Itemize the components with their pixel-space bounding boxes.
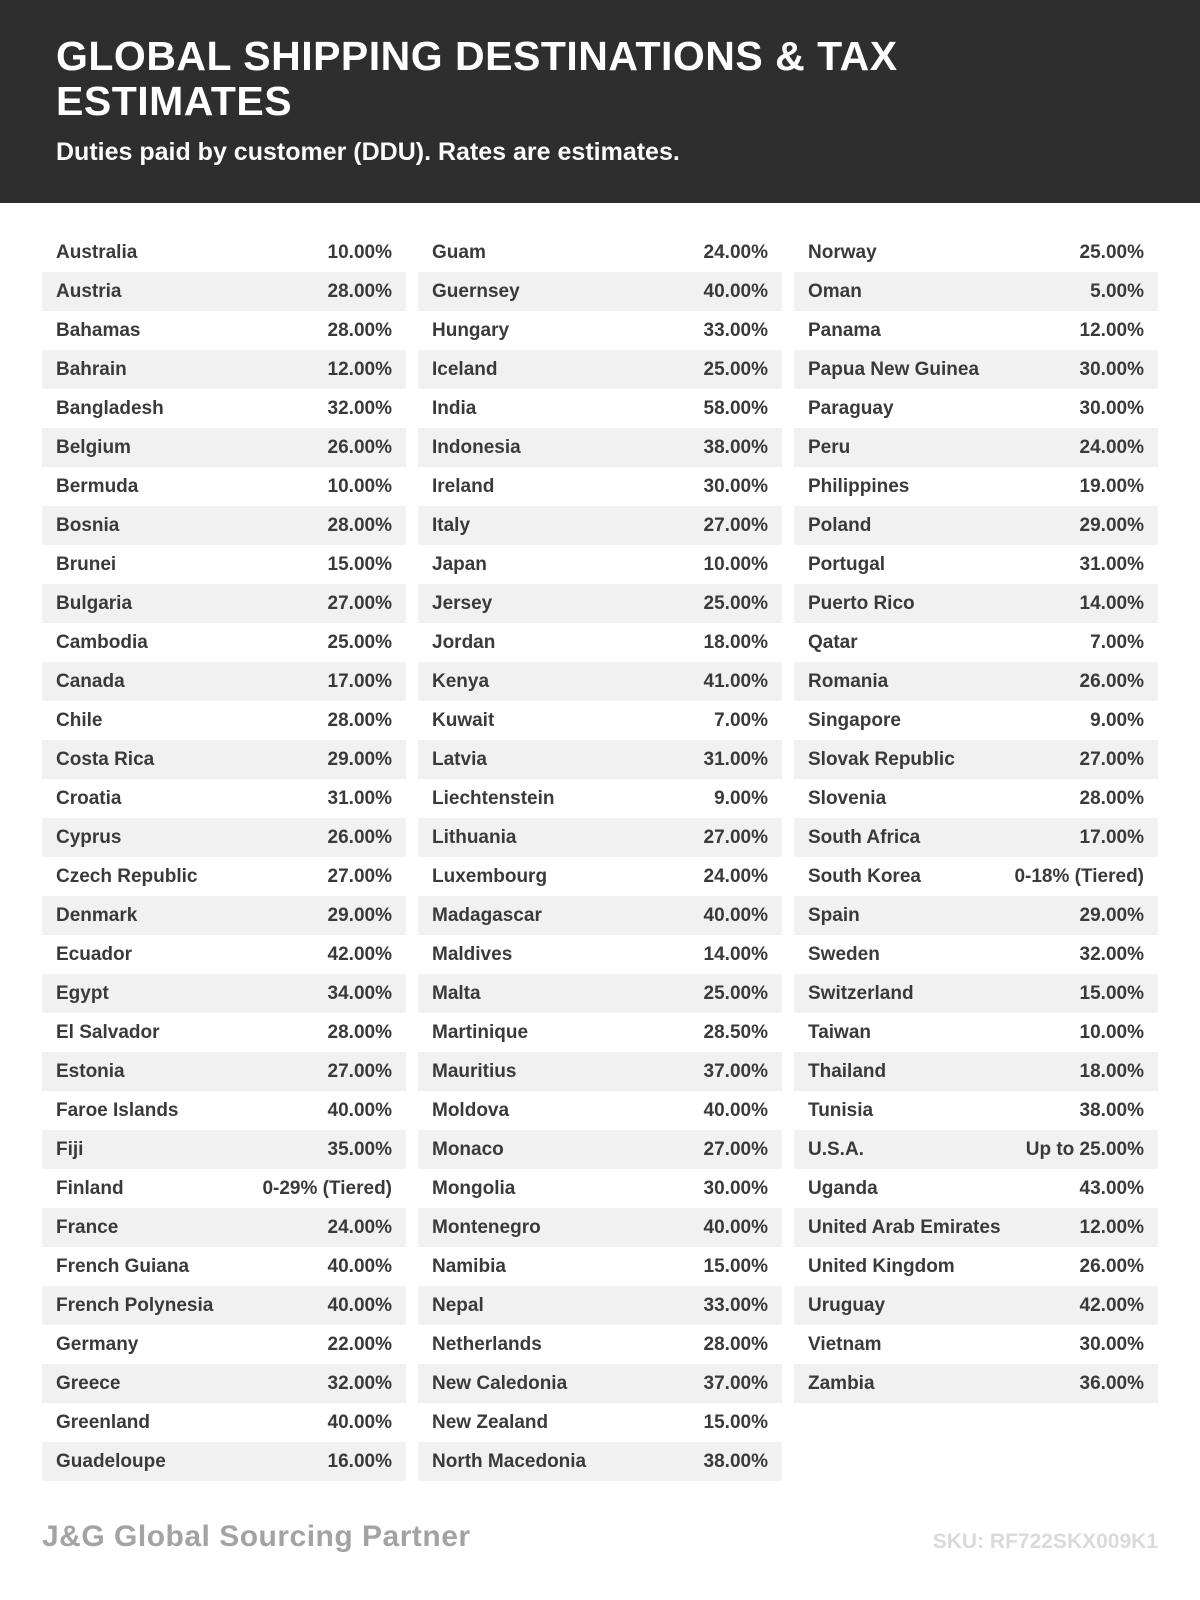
rate-value: 15.00% [327, 553, 392, 575]
country-label: Estonia [56, 1060, 125, 1082]
country-label: Monaco [432, 1138, 504, 1160]
country-label: South Korea [808, 865, 921, 887]
page-subtitle: Duties paid by customer (DDU). Rates are estimates. [56, 138, 680, 167]
table-row [42, 1364, 406, 1403]
country-label: Peru [808, 436, 851, 458]
country-label: Romania [808, 670, 889, 692]
rate-value: 40.00% [327, 1099, 392, 1121]
country-label: Oman [808, 280, 862, 302]
rate-value: 27.00% [327, 592, 392, 614]
country-label: Vietnam [808, 1333, 882, 1355]
rate-value: 17.00% [327, 670, 392, 692]
table-row [418, 1052, 782, 1091]
rate-value: 40.00% [703, 280, 768, 302]
table-row [418, 350, 782, 389]
table-row [42, 1247, 406, 1286]
table-row [418, 1013, 782, 1052]
rate-value: 27.00% [703, 826, 768, 848]
table-row [418, 1286, 782, 1325]
country-label: French Polynesia [56, 1294, 214, 1316]
country-label: Greenland [56, 1411, 150, 1433]
country-label: Latvia [432, 748, 487, 770]
table-row [42, 857, 406, 896]
country-label: Malta [432, 982, 481, 1004]
rate-value: 12.00% [327, 358, 392, 380]
rate-value: 38.00% [703, 1450, 768, 1472]
country-label: Namibia [432, 1255, 506, 1277]
country-label: Brunei [56, 553, 117, 575]
rate-value: 41.00% [703, 670, 768, 692]
country-label: France [56, 1216, 119, 1238]
country-label: Kenya [432, 670, 490, 692]
rate-value: 24.00% [703, 865, 768, 887]
rate-value: 19.00% [1079, 475, 1144, 497]
table-row [42, 1052, 406, 1091]
rate-value: 5.00% [1090, 280, 1144, 302]
table-row [418, 935, 782, 974]
table-row [418, 1169, 782, 1208]
country-label: Martinique [432, 1021, 529, 1043]
table-row [42, 428, 406, 467]
table-row [42, 1013, 406, 1052]
table-row [418, 311, 782, 350]
table-row [794, 233, 1158, 272]
table-row [42, 935, 406, 974]
table-row [794, 779, 1158, 818]
table-row [418, 1325, 782, 1364]
rate-value: 14.00% [1079, 592, 1144, 614]
country-label: Paraguay [808, 397, 894, 419]
rate-value: 28.00% [1079, 787, 1144, 809]
country-label: India [432, 397, 477, 419]
rate-value: 28.50% [703, 1021, 768, 1043]
rate-value: 34.00% [327, 982, 392, 1004]
country-label: Canada [56, 670, 125, 692]
country-label: Australia [56, 241, 138, 263]
rate-value: Up to 25.00% [1025, 1138, 1144, 1160]
rate-value: 31.00% [1079, 553, 1144, 575]
rate-value: 26.00% [1079, 670, 1144, 692]
table-row [418, 1130, 782, 1169]
country-label: Guam [432, 241, 486, 263]
country-label: New Zealand [432, 1411, 549, 1433]
country-label: Bahrain [56, 358, 127, 380]
country-label: Poland [808, 514, 872, 536]
country-label: South Africa [808, 826, 921, 848]
rate-value: 18.00% [1079, 1060, 1144, 1082]
table-row [794, 662, 1158, 701]
table-row [418, 1364, 782, 1403]
country-label: Uruguay [808, 1294, 886, 1316]
country-label: Luxembourg [432, 865, 548, 887]
page-title: GLOBAL SHIPPING DESTINATIONS & TAX ESTIMATES [56, 33, 898, 125]
rates-column-3 [794, 233, 1158, 1403]
country-label: Austria [56, 280, 122, 302]
table-row [42, 623, 406, 662]
country-label: Qatar [808, 631, 858, 653]
rate-value: 24.00% [327, 1216, 392, 1238]
rate-value: 29.00% [1079, 904, 1144, 926]
country-label: Maldives [432, 943, 513, 965]
table-row [418, 1091, 782, 1130]
table-row [42, 740, 406, 779]
table-row [794, 272, 1158, 311]
rate-value: 12.00% [1079, 319, 1144, 341]
country-label: United Kingdom [808, 1255, 955, 1277]
table-row [42, 1130, 406, 1169]
rate-value: 32.00% [327, 397, 392, 419]
rate-value: 32.00% [327, 1372, 392, 1394]
rate-value: 12.00% [1079, 1216, 1144, 1238]
rate-value: 9.00% [1090, 709, 1144, 731]
country-label: Japan [432, 553, 487, 575]
rate-value: 28.00% [327, 709, 392, 731]
table-row [794, 506, 1158, 545]
table-row [794, 584, 1158, 623]
table-row [794, 428, 1158, 467]
table-row [42, 1325, 406, 1364]
table-row [794, 1325, 1158, 1364]
table-row [42, 233, 406, 272]
country-label: Lithuania [432, 826, 517, 848]
rate-value: 31.00% [703, 748, 768, 770]
country-label: Slovenia [808, 787, 887, 809]
rate-value: 15.00% [703, 1411, 768, 1433]
table-row [418, 857, 782, 896]
country-label: Switzerland [808, 982, 914, 1004]
table-row [794, 935, 1158, 974]
table-row [418, 818, 782, 857]
country-label: Tunisia [808, 1099, 874, 1121]
country-label: Netherlands [432, 1333, 542, 1355]
rate-value: 26.00% [1079, 1255, 1144, 1277]
rate-value: 32.00% [1079, 943, 1144, 965]
table-row [794, 1130, 1158, 1169]
rate-value: 38.00% [703, 436, 768, 458]
country-label: Liechtenstein [432, 787, 555, 809]
rate-value: 27.00% [1079, 748, 1144, 770]
country-label: Finland [56, 1177, 124, 1199]
table-row [42, 467, 406, 506]
country-label: Moldova [432, 1099, 510, 1121]
country-label: Bahamas [56, 319, 141, 341]
table-row [418, 740, 782, 779]
rate-value: 7.00% [1090, 631, 1144, 653]
rate-value: 18.00% [703, 631, 768, 653]
rates-column-1 [42, 233, 406, 1481]
header [0, 0, 1200, 203]
table-row [794, 467, 1158, 506]
rate-value: 29.00% [1079, 514, 1144, 536]
country-label: U.S.A. [808, 1138, 864, 1160]
rate-value: 40.00% [703, 904, 768, 926]
rate-value: 37.00% [703, 1060, 768, 1082]
table-row [42, 1442, 406, 1481]
rate-value: 40.00% [703, 1099, 768, 1121]
table-row [794, 701, 1158, 740]
rate-value: 30.00% [1079, 358, 1144, 380]
rate-value: 22.00% [327, 1333, 392, 1355]
rate-value: 43.00% [1079, 1177, 1144, 1199]
rate-value: 24.00% [1079, 436, 1144, 458]
country-label: Kuwait [432, 709, 495, 731]
rate-value: 33.00% [703, 319, 768, 341]
country-label: Philippines [808, 475, 910, 497]
table-row [42, 1286, 406, 1325]
country-label: Slovak Republic [808, 748, 955, 770]
rate-value: 10.00% [1079, 1021, 1144, 1043]
table-row [42, 506, 406, 545]
country-label: Ireland [432, 475, 495, 497]
table-row [418, 896, 782, 935]
rate-value: 28.00% [327, 280, 392, 302]
country-label: Chile [56, 709, 103, 731]
rates-table [0, 203, 1200, 1481]
rate-value: 31.00% [327, 787, 392, 809]
table-row [794, 1169, 1158, 1208]
table-row [42, 779, 406, 818]
country-label: Mauritius [432, 1060, 517, 1082]
table-row [794, 896, 1158, 935]
table-row [42, 818, 406, 857]
rate-value: 16.00% [327, 1450, 392, 1472]
country-label: Sweden [808, 943, 880, 965]
table-row [418, 662, 782, 701]
table-row [418, 584, 782, 623]
country-label: United Arab Emirates [808, 1216, 1001, 1238]
country-label: Indonesia [432, 436, 521, 458]
country-label: Guernsey [432, 280, 520, 302]
table-row [418, 701, 782, 740]
table-row [794, 1286, 1158, 1325]
table-row [42, 545, 406, 584]
country-label: Jordan [432, 631, 496, 653]
country-label: Germany [56, 1333, 139, 1355]
rate-value: 17.00% [1079, 826, 1144, 848]
table-row [418, 389, 782, 428]
table-row [418, 974, 782, 1013]
table-row [794, 623, 1158, 662]
table-row [794, 740, 1158, 779]
table-row [42, 1403, 406, 1442]
rate-value: 26.00% [327, 826, 392, 848]
country-label: Faroe Islands [56, 1099, 179, 1121]
table-row [42, 584, 406, 623]
rate-value: 0-29% (Tiered) [262, 1177, 392, 1199]
country-label: Singapore [808, 709, 901, 731]
table-row [42, 701, 406, 740]
country-label: Italy [432, 514, 471, 536]
country-label: Montenegro [432, 1216, 541, 1238]
table-row [418, 506, 782, 545]
table-row [42, 974, 406, 1013]
footer [0, 1520, 1200, 1600]
table-row [794, 1364, 1158, 1403]
table-row [794, 1247, 1158, 1286]
rate-value: 7.00% [714, 709, 768, 731]
table-row [418, 1442, 782, 1481]
table-row [794, 857, 1158, 896]
table-row [42, 311, 406, 350]
country-label: Jersey [432, 592, 493, 614]
rate-value: 25.00% [703, 358, 768, 380]
country-label: Cyprus [56, 826, 122, 848]
table-row [42, 350, 406, 389]
country-label: Thailand [808, 1060, 887, 1082]
rate-value: 42.00% [327, 943, 392, 965]
brand-name: J&G Global Sourcing Partner [42, 1520, 471, 1553]
rate-value: 26.00% [327, 436, 392, 458]
country-label: Fiji [56, 1138, 84, 1160]
table-row [418, 272, 782, 311]
country-label: Czech Republic [56, 865, 198, 887]
rate-value: 15.00% [703, 1255, 768, 1277]
table-row [42, 662, 406, 701]
table-row [794, 1208, 1158, 1247]
table-row [42, 272, 406, 311]
rates-column-2 [418, 233, 782, 1481]
country-label: French Guiana [56, 1255, 190, 1277]
country-label: Iceland [432, 358, 498, 380]
sku-label: SKU: RF722SKX009K1 [932, 1530, 1158, 1553]
rate-value: 58.00% [703, 397, 768, 419]
rate-value: 40.00% [327, 1411, 392, 1433]
country-label: Cambodia [56, 631, 148, 653]
rate-value: 40.00% [327, 1255, 392, 1277]
rate-value: 30.00% [703, 475, 768, 497]
rate-value: 28.00% [327, 319, 392, 341]
table-row [794, 311, 1158, 350]
country-label: Greece [56, 1372, 121, 1394]
country-label: Nepal [432, 1294, 484, 1316]
table-row [794, 389, 1158, 428]
country-label: Belgium [56, 436, 131, 458]
rate-value: 15.00% [1079, 982, 1144, 1004]
rate-value: 28.00% [327, 514, 392, 536]
rate-value: 38.00% [1079, 1099, 1144, 1121]
country-label: Uganda [808, 1177, 878, 1199]
country-label: Hungary [432, 319, 510, 341]
rate-value: 9.00% [714, 787, 768, 809]
country-label: Portugal [808, 553, 886, 575]
country-label: Taiwan [808, 1021, 871, 1043]
rate-value: 27.00% [703, 514, 768, 536]
country-label: Madagascar [432, 904, 542, 926]
country-label: New Caledonia [432, 1372, 568, 1394]
rate-value: 30.00% [703, 1177, 768, 1199]
rate-value: 29.00% [327, 904, 392, 926]
country-label: Mongolia [432, 1177, 516, 1199]
table-row [418, 428, 782, 467]
country-label: North Macedonia [432, 1450, 587, 1472]
country-label: Bosnia [56, 514, 120, 536]
country-label: Spain [808, 904, 860, 926]
rate-value: 25.00% [703, 982, 768, 1004]
rate-value: 14.00% [703, 943, 768, 965]
rate-value: 40.00% [327, 1294, 392, 1316]
rate-value: 28.00% [703, 1333, 768, 1355]
table-row [42, 896, 406, 935]
country-label: Croatia [56, 787, 122, 809]
table-row [42, 389, 406, 428]
table-row [418, 1208, 782, 1247]
table-row [42, 1169, 406, 1208]
rate-value: 25.00% [703, 592, 768, 614]
table-row [794, 545, 1158, 584]
rate-value: 27.00% [327, 1060, 392, 1082]
country-label: Guadeloupe [56, 1450, 166, 1472]
rate-value: 0-18% (Tiered) [1014, 865, 1144, 887]
rate-value: 25.00% [1079, 241, 1144, 263]
table-row [418, 545, 782, 584]
table-row [794, 974, 1158, 1013]
table-row [418, 779, 782, 818]
rate-value: 30.00% [1079, 1333, 1144, 1355]
country-label: Zambia [808, 1372, 875, 1394]
table-row [794, 1091, 1158, 1130]
rate-value: 30.00% [1079, 397, 1144, 419]
table-row [794, 350, 1158, 389]
rate-value: 40.00% [703, 1216, 768, 1238]
country-label: Puerto Rico [808, 592, 915, 614]
table-row [42, 1091, 406, 1130]
country-label: Bangladesh [56, 397, 164, 419]
rate-value: 37.00% [703, 1372, 768, 1394]
rate-value: 10.00% [703, 553, 768, 575]
table-row [418, 1247, 782, 1286]
rate-value: 27.00% [703, 1138, 768, 1160]
table-row [42, 1208, 406, 1247]
rate-value: 25.00% [327, 631, 392, 653]
country-label: El Salvador [56, 1021, 160, 1043]
rate-value: 27.00% [327, 865, 392, 887]
country-label: Papua New Guinea [808, 358, 980, 380]
country-label: Bermuda [56, 475, 139, 497]
table-row [418, 623, 782, 662]
rate-value: 42.00% [1079, 1294, 1144, 1316]
table-row [418, 233, 782, 272]
country-label: Ecuador [56, 943, 133, 965]
rate-value: 36.00% [1079, 1372, 1144, 1394]
table-row [794, 818, 1158, 857]
rate-value: 29.00% [327, 748, 392, 770]
rate-value: 10.00% [327, 475, 392, 497]
rate-value: 35.00% [327, 1138, 392, 1160]
rate-value: 24.00% [703, 241, 768, 263]
country-label: Bulgaria [56, 592, 133, 614]
table-row [418, 467, 782, 506]
table-row [418, 1403, 782, 1442]
country-label: Panama [808, 319, 881, 341]
rate-value: 33.00% [703, 1294, 768, 1316]
country-label: Egypt [56, 982, 109, 1004]
table-row [794, 1013, 1158, 1052]
country-label: Norway [808, 241, 877, 263]
rate-value: 28.00% [327, 1021, 392, 1043]
country-label: Costa Rica [56, 748, 155, 770]
country-label: Denmark [56, 904, 138, 926]
table-row [794, 1052, 1158, 1091]
rate-value: 10.00% [327, 241, 392, 263]
